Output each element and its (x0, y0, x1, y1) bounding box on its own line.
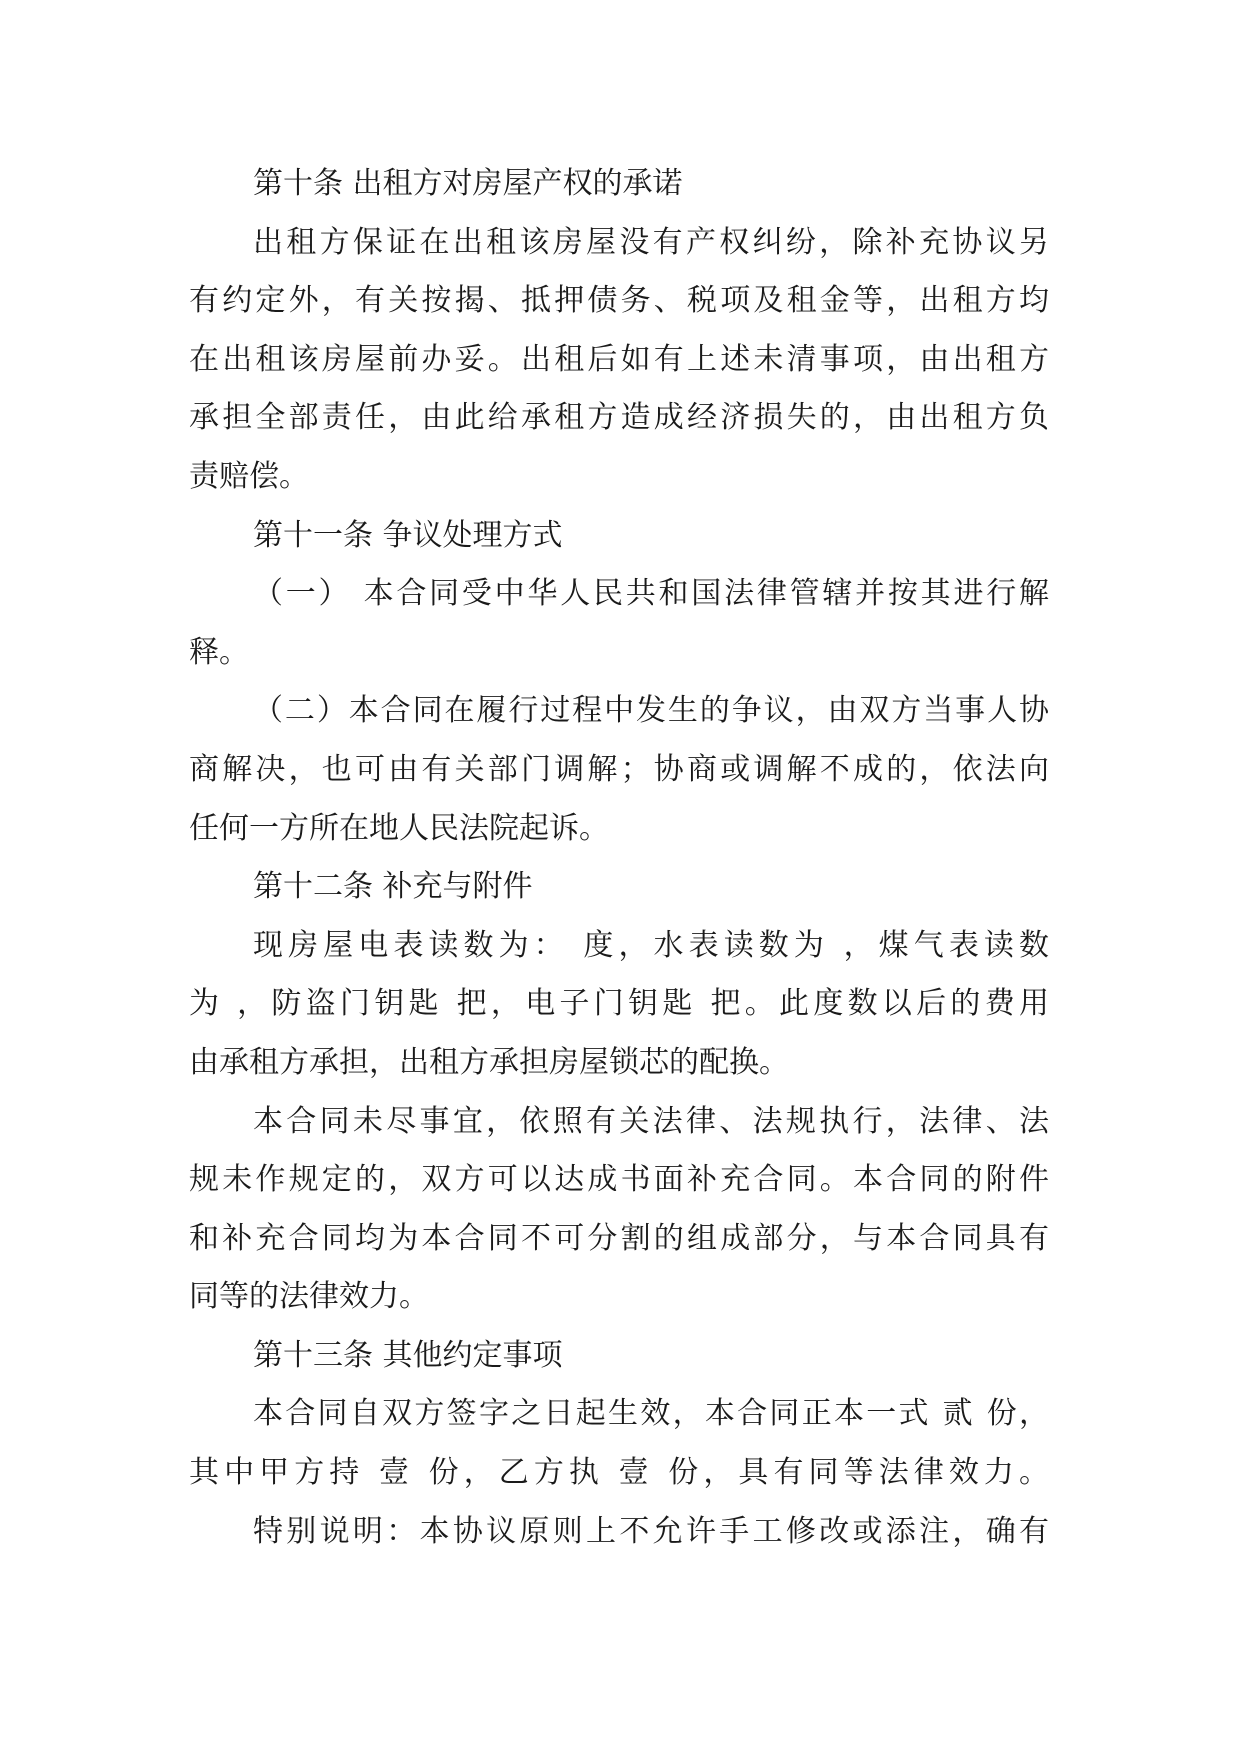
text-line: （二）本合同在履行过程中发生的争议，由双方当事人协 (253, 693, 1049, 729)
text-line: 在出租该房屋前办妥。出租后如有上述未清事项，由出租方 (189, 341, 1049, 377)
text-line: 第十三条 其他约定事项 (253, 1337, 563, 1373)
text-line: 承担全部责任，由此给承租方造成经济损失的，由出租方负 (189, 400, 1049, 436)
text-line: 任何一方所在地人民法院起诉。 (189, 810, 609, 846)
document-page (189, 155, 1049, 1561)
text-line: 商解决，也可由有关部门调解；协商或调解不成的，依法向 (189, 751, 1049, 787)
text-line: 本合同自双方签字之日起生效，本合同正本一式 贰 份， (253, 1396, 1049, 1432)
text-line: 第十二条 补充与附件 (253, 869, 533, 905)
text-line: 释。 (189, 634, 249, 670)
text-line: 有约定外，有关按揭、抵押债务、税项及租金等，出租方均 (189, 283, 1049, 319)
text-line: 规未作规定的，双方可以达成书面补充合同。本合同的附件 (189, 1162, 1049, 1198)
text-line: 特别说明：本协议原则上不允许手工修改或添注，确有 (253, 1513, 1049, 1549)
text-line: 本合同未尽事宜，依照有关法律、法规执行，法律、法 (253, 1103, 1049, 1139)
text-line: 第十条 出租方对房屋产权的承诺 (253, 166, 683, 201)
text-line: 和补充合同均为本合同不可分割的组成部分，与本合同具有 (189, 1220, 1049, 1256)
text-line: 由承租方承担，出租方承担房屋锁芯的配换。 (189, 1044, 789, 1080)
text-line: 现房屋电表读数为： 度，水表读数为 ，煤气表读数 (253, 927, 1049, 963)
text-line: （一） 本合同受中华人民共和国法律管辖并按其进行解 (253, 576, 1049, 612)
text-line: 同等的法律效力。 (189, 1279, 429, 1315)
text-line: 为 ，防盗门钥匙 把，电子门钥匙 把。此度数以后的费用 (189, 986, 1049, 1022)
text-line: 责赔偿。 (189, 458, 309, 494)
text-line: 出租方保证在出租该房屋没有产权纠纷，除补充协议另 (253, 224, 1049, 260)
text-line: 第十一条 争议处理方式 (253, 517, 563, 553)
text-line: 其中甲方持 壹 份，乙方执 壹 份，具有同等法律效力。 (189, 1455, 1049, 1491)
